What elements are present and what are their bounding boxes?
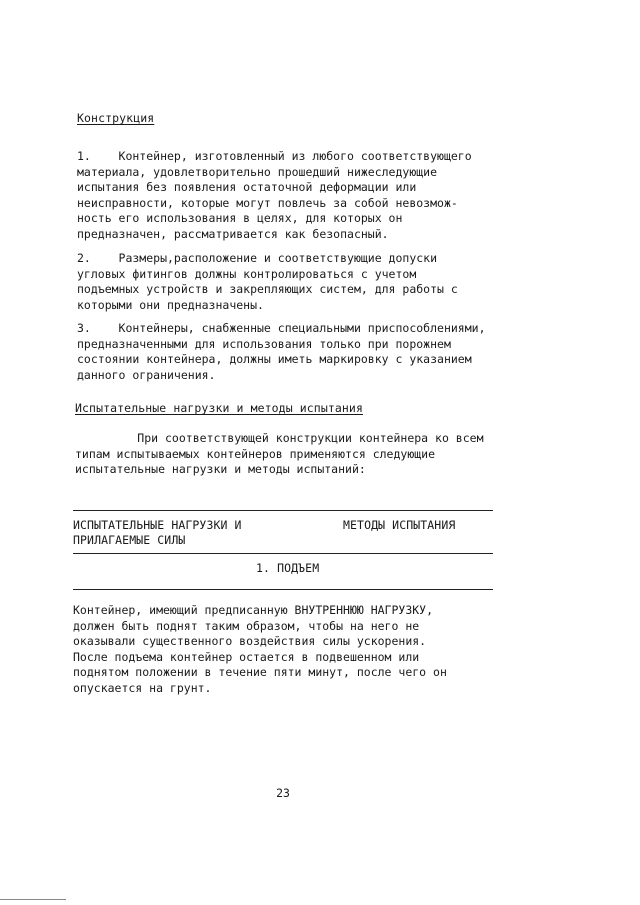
text-line: неисправности, которые могут повлечь за собой невозмож- <box>77 195 458 210</box>
section-heading-construction: Конструкция <box>77 111 155 125</box>
construction-item-1 <box>77 149 472 242</box>
text-line: предназначенными для использования только при порожнем <box>77 336 451 351</box>
section-heading-tests: Испытательные нагрузки и методы испытания <box>75 401 363 415</box>
text-line: подъемных устройств и закрепляющих систем, для работы с <box>77 282 458 296</box>
text-line: которыми они предназначены. <box>77 297 264 312</box>
text-line: состоянии контейнера, должны иметь маркировку с указанием <box>77 352 472 366</box>
table-row-title: 1. ПОДЪЕМ <box>256 561 320 575</box>
table-col1-header-line1: ИСПЫТАТЕЛЬНЫЕ НАГРУЗКИ И <box>73 518 242 532</box>
text-line: оказывали существенного воздействия силы ускорения. <box>73 634 427 648</box>
text-line: 2. Размеры,расположение и соответствующие допуски <box>77 251 438 265</box>
text-line: поднятом положении в течение пяти минут, после чего он <box>73 665 447 679</box>
text-line: типам испытываемых контейнеров применяются следующие <box>75 446 436 461</box>
text-line: 1. Контейнер, изготовленный из любого соответствующего <box>77 149 472 163</box>
text-line: опускается на грунт. <box>73 680 212 695</box>
text-line: предназначен, рассматривается как безопасный. <box>77 226 389 241</box>
text-line: После подъема контейнер остается в подвешенном или <box>73 649 420 664</box>
table-row-body <box>73 603 447 696</box>
text-line: испытания без появления остаточной деформации или <box>77 180 417 194</box>
construction-item-3 <box>77 321 486 383</box>
table-col2-header: МЕТОДЫ ИСПЫТАНИЯ <box>343 518 456 532</box>
text-line: При соответствующей конструкции контейнера ко всем <box>75 431 484 445</box>
table-rule-top <box>73 510 493 511</box>
page-number: 23 <box>276 786 290 800</box>
text-line: данного ограничения. <box>77 367 216 382</box>
text-line: ность его использования в целях, для которых он <box>77 211 403 225</box>
text-line: 3. Контейнеры, снабженные специальными приспособлениями, <box>77 321 486 335</box>
text-line: Контейнер, имеющий предписанную ВНУТРЕННЮЮ НАГРУЗКУ, <box>73 603 434 617</box>
text-line: материала, удовлетворительно прошедший нижеследующие <box>77 164 438 179</box>
table-rule-header <box>73 553 493 554</box>
text-line: должен быть поднят таким образом, чтобы на него не <box>73 618 420 633</box>
table-rule-row <box>73 589 493 590</box>
text-line: испытательные нагрузки и методы испытаний: <box>75 462 366 476</box>
construction-item-2 <box>77 251 458 313</box>
table-col1-header-line2: ПРИЛАГАЕМЫЕ СИЛЫ <box>73 533 186 547</box>
text-line: угловых фитингов должны контролироваться с учетом <box>77 266 417 281</box>
scan-edge-line <box>0 899 66 900</box>
tests-intro <box>75 431 484 478</box>
